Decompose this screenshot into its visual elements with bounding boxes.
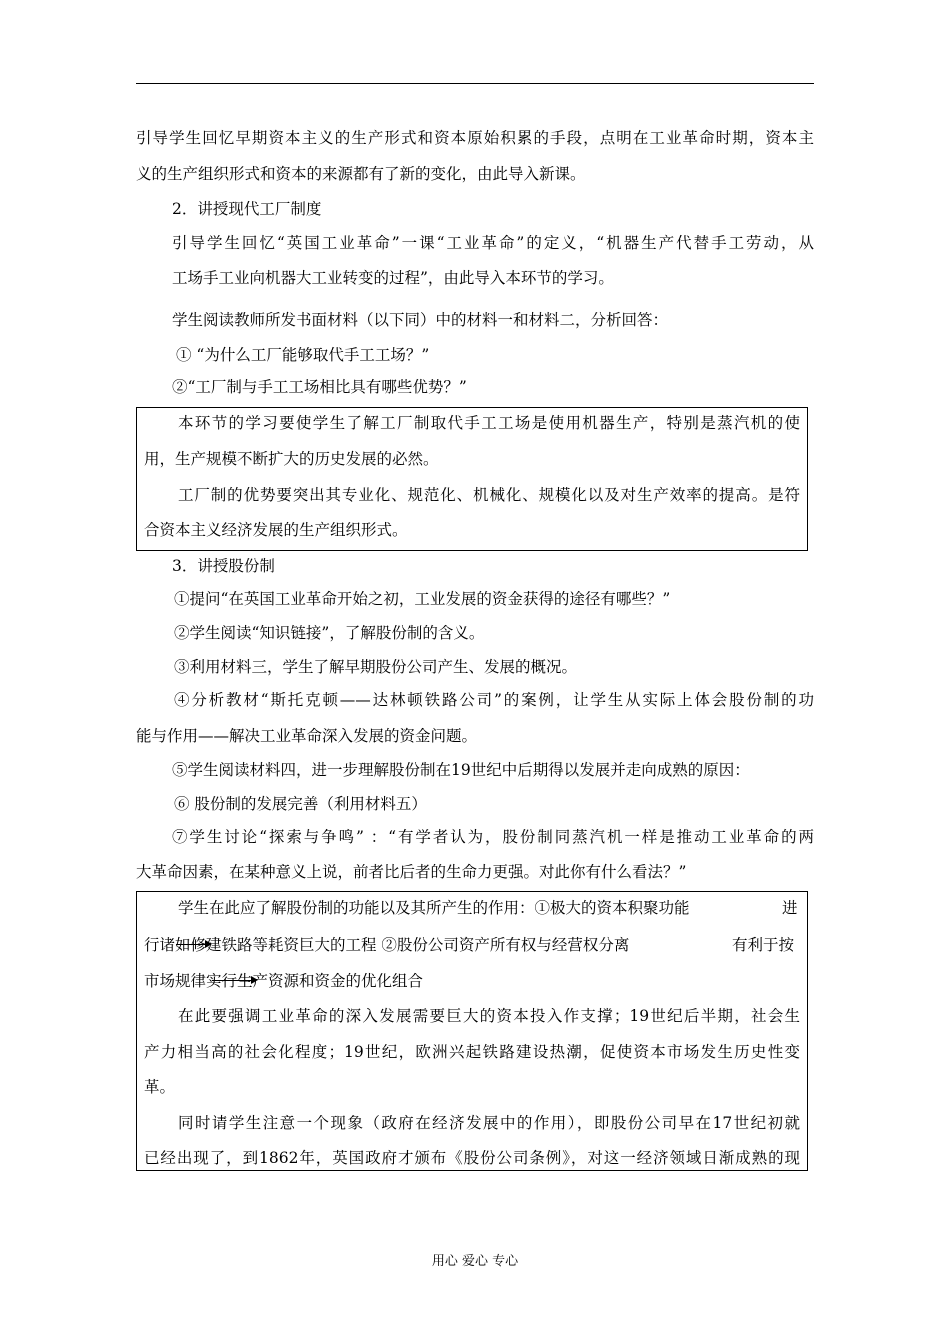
note-line: 产力相当高的社会化程度；19世纪，欧洲兴起铁路建设热潮，促使资本市场发生历史性变 [144,1043,800,1061]
list-item: ②学生阅读“知识链接”，了解股份制的含义。 [174,624,485,642]
question-item: ① “为什么工厂能够取代手工工场？” [176,346,430,364]
list-item: 能与作用——解决工业革命深入发展的资金问题。 [136,727,478,745]
note-line: 革。 [144,1078,176,1096]
list-item: 大革命因素，在某种意义上说，前者比后者的生命力更强。对此你有什么看法？” [136,863,687,881]
list-item: ⑦学生讨论“探索与争鸣” ：“有学者认为，股份制同蒸汽机一样是推动工业革命的两 [172,828,814,846]
arrow-icon [176,944,206,945]
note-line: 行诸如修建铁路等耗资巨大的工程 ②股份公司资产所有权与经营权分离 [144,936,630,954]
section-heading: 2．讲授现代工厂制度 [172,200,322,218]
paragraph-line: 引导学生回忆“英国工业革命”一课“工业革命”的定义，“机器生产代替手工劳动，从 [172,234,814,252]
note-line: 学生在此应了解股份制的功能以及其所产生的作用：①极大的资本积聚功能 [178,899,690,917]
section-heading: 3．讲授股份制 [172,557,275,575]
question-item: ②“工厂制与手工工场相比具有哪些优势？” [172,378,467,396]
note-line: 本环节的学习要使学生了解工厂制取代手工工场是使用机器生产，特别是蒸汽机的使 [178,414,800,432]
note-line: 用，生产规模不断扩大的历史发展的必然。 [144,450,439,468]
paragraph-line: 工场手工业向机器大工业转变的过程”，由此导入本环节的学习。 [172,269,614,287]
note-line: 同时请学生注意一个现象（政府在经济发展中的作用），即股份公司早在17世纪初就 [178,1114,800,1132]
paragraph-line: 学生阅读教师所发书面材料（以下同）中的材料一和材料二，分析回答： [172,311,669,329]
note-line: 市场规律实行生产资源和资金的优化组合 [144,972,424,990]
note-line: 工厂制的优势要突出其专业化、规范化、机械化、规模化以及对生产效率的提高。是符 [178,486,800,504]
note-line: 在此要强调工业革命的深入发展需要巨大的资本投入作支撑；19世纪后半期，社会生 [178,1007,800,1025]
note-line: 已经出现了，到1862年，英国政府才颁布《股份公司条例》，对这一经济领域日渐成熟的现 [144,1149,800,1167]
list-item: ③利用材料三，学生了解早期股份公司产生、发展的概况。 [174,658,578,676]
list-item: ④分析教材“斯托克顿——达林顿铁路公司”的案例，让学生从实际上体会股份制的功 [174,691,814,709]
list-item: ⑥ 股份制的发展完善（利用材料五） [174,795,427,813]
page-footer: 用心 爱心 专心 [431,1254,519,1269]
paragraph-line: 引导学生回忆早期资本主义的生产形式和资本原始积累的手段，点明在工业革命时期，资本主 [136,129,814,147]
note-line: 有利于按 [732,936,795,954]
header-rule [136,83,814,84]
list-item: ①提问“在英国工业革命开始之初，工业发展的资金获得的途径有哪些？” [174,590,671,608]
note-line: 合资本主义经济发展的生产组织形式。 [144,521,408,539]
arrow-icon [212,980,252,981]
note-line: 进 [782,899,798,917]
list-item: ⑤学生阅读材料四，进一步理解股份制在19世纪中后期得以发展并走向成熟的原因： [172,761,750,779]
paragraph-line: 义的生产组织形式和资本的来源都有了新的变化，由此导入新课。 [136,165,586,183]
